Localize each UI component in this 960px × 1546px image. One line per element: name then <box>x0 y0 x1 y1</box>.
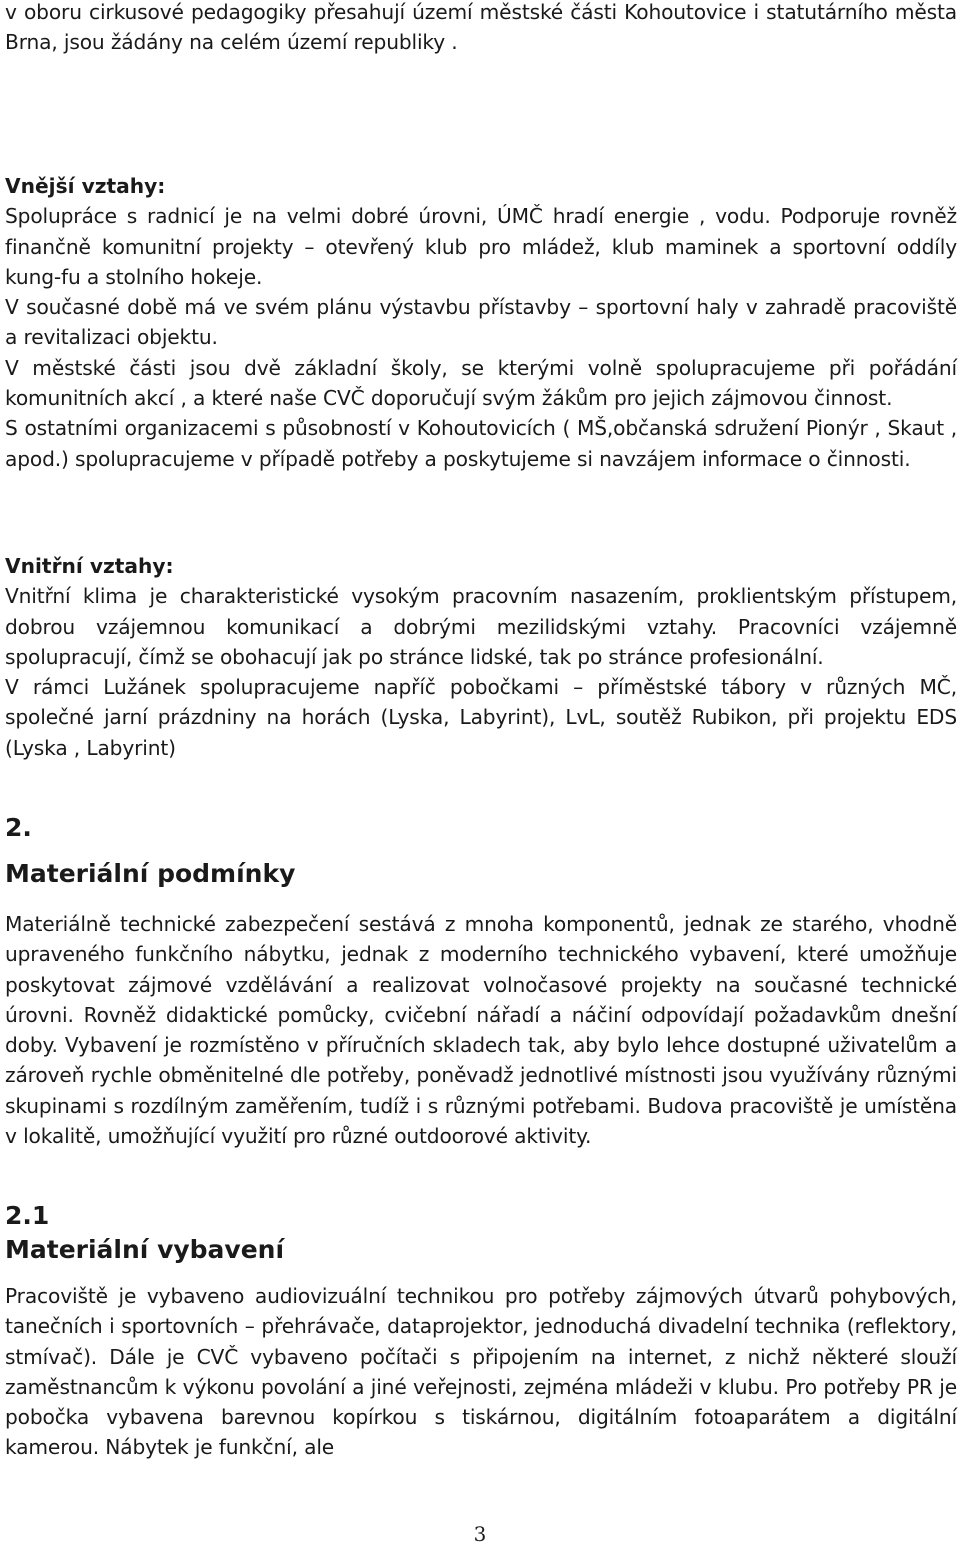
internal-paragraph-2: V rámci Lužánek spolupracujeme napříč pobočkami – příměstské tábory v různých MČ, společné jarní prázdniny na horách (Lyska, Labyrint), LvL, soutěž Rubikon, při projektu EDS (Lyska , Labyrint) <box>5 675 957 760</box>
section-2-1 <box>5 1199 957 1463</box>
section-2-1-title: Materiální vybavení <box>5 1235 285 1264</box>
external-paragraph-1: Spolupráce s radnicí je na velmi dobré úrovni, ÚMČ hradí energie , vodu. Podporuje rovněž finančně komunitní projekty – otevřený klub pro mládež, klub maminek a sportovní oddíly kung-fu a stolního hokeje. <box>5 204 957 289</box>
section-2-title: Materiální podmínky <box>5 859 296 888</box>
external-paragraph-3: V městské části jsou dvě základní školy, se kterými volně spolupracujeme při pořádání komunitních akcí , a které naše CVČ doporučují svým žákům pro jejich zájmovou činnost. <box>5 355 957 411</box>
external-paragraph-4: S ostatními organizacemi s působností v Kohoutovicích ( MŠ,občanská sdružení Pionýr , Skaut , apod.) spolupracujeme v případě potřeby a poskytujeme si navzájem informace o činnosti. <box>5 416 957 471</box>
section-2-1-number: 2.1 <box>5 1201 50 1230</box>
intro-section <box>5 0 957 58</box>
internal-paragraph-1: Vnitřní klima je charakteristické vysokým pracovním nasazením, proklientským přístupem, dobrou vzájemnou komunikací a dobrými mezilidskými vztahy. Pracovníci vzájemně spolupracují, čímž se obohacují jak po stránce lidské, tak po stránce profesionální. <box>5 584 957 669</box>
intro-paragraph: v oboru cirkusové pedagogiky přesahují území městské části Kohoutovice i statutárního města Brna, jsou žádány na celém území republiky . <box>5 0 957 55</box>
section-2-paragraph: Materiálně technické zabezpečení sestává z mnoha komponentů, jednak ze starého, vhodně upraveného funkčního nábytku, jednak z moderního technického vybavení, které umožňuje poskytovat zájmové vzdělávání a realizovat volnočasové projekty na současné technické úrovni. Rovněž didaktické pomůcky, cvičební nářadí a náčiní odpovídají požadavkům dnešní doby. Vybavení je rozmístěno v příručních skladech tak, aby bylo lehce dostupné uživatelům a zároveň rychle obměnitelné dle potřeby, poněvadž jednotlivé místnosti jsou využívány různými skupinami s rozdílným zaměřením, tudíž i s různými potřebami. Budova pracoviště je umístěna v lokalitě, umožňující využití pro různé outdoorové aktivity. <box>5 912 957 1149</box>
internal-relations-heading: Vnitřní vztahy: <box>5 554 174 578</box>
section-2-number: 2. <box>5 813 32 842</box>
section-2 <box>5 811 957 1151</box>
external-paragraph-2: V současné době má ve svém plánu výstavbu přístavby – sportovní haly v zahradě pracoviště a revitalizaci objektu. <box>5 295 957 350</box>
external-relations-section <box>5 171 957 474</box>
internal-relations-section <box>5 551 957 763</box>
external-relations-heading: Vnější vztahy: <box>5 174 166 198</box>
page-number: 3 <box>473 1522 487 1546</box>
section-2-1-paragraph: Pracoviště je vybaveno audiovizuální technikou pro potřeby zájmových útvarů pohybových, tanečních i sportovních – přehrávače, dataprojektor, jednoduchá divadelní technika (reflektory, stmívač). Dále je CVČ vybaveno počítači s připojením na internet, z nichž některé slouží zaměstnancům k výkonu povolání a jiné veřejnosti, zejména mládeži v klubu. Pro potřeby PR je pobočka vybavena barevnou kopírkou s tiskárnou, digitálním fotoaparátem a digitální kamerou. Nábytek je funkční, ale <box>5 1284 957 1460</box>
